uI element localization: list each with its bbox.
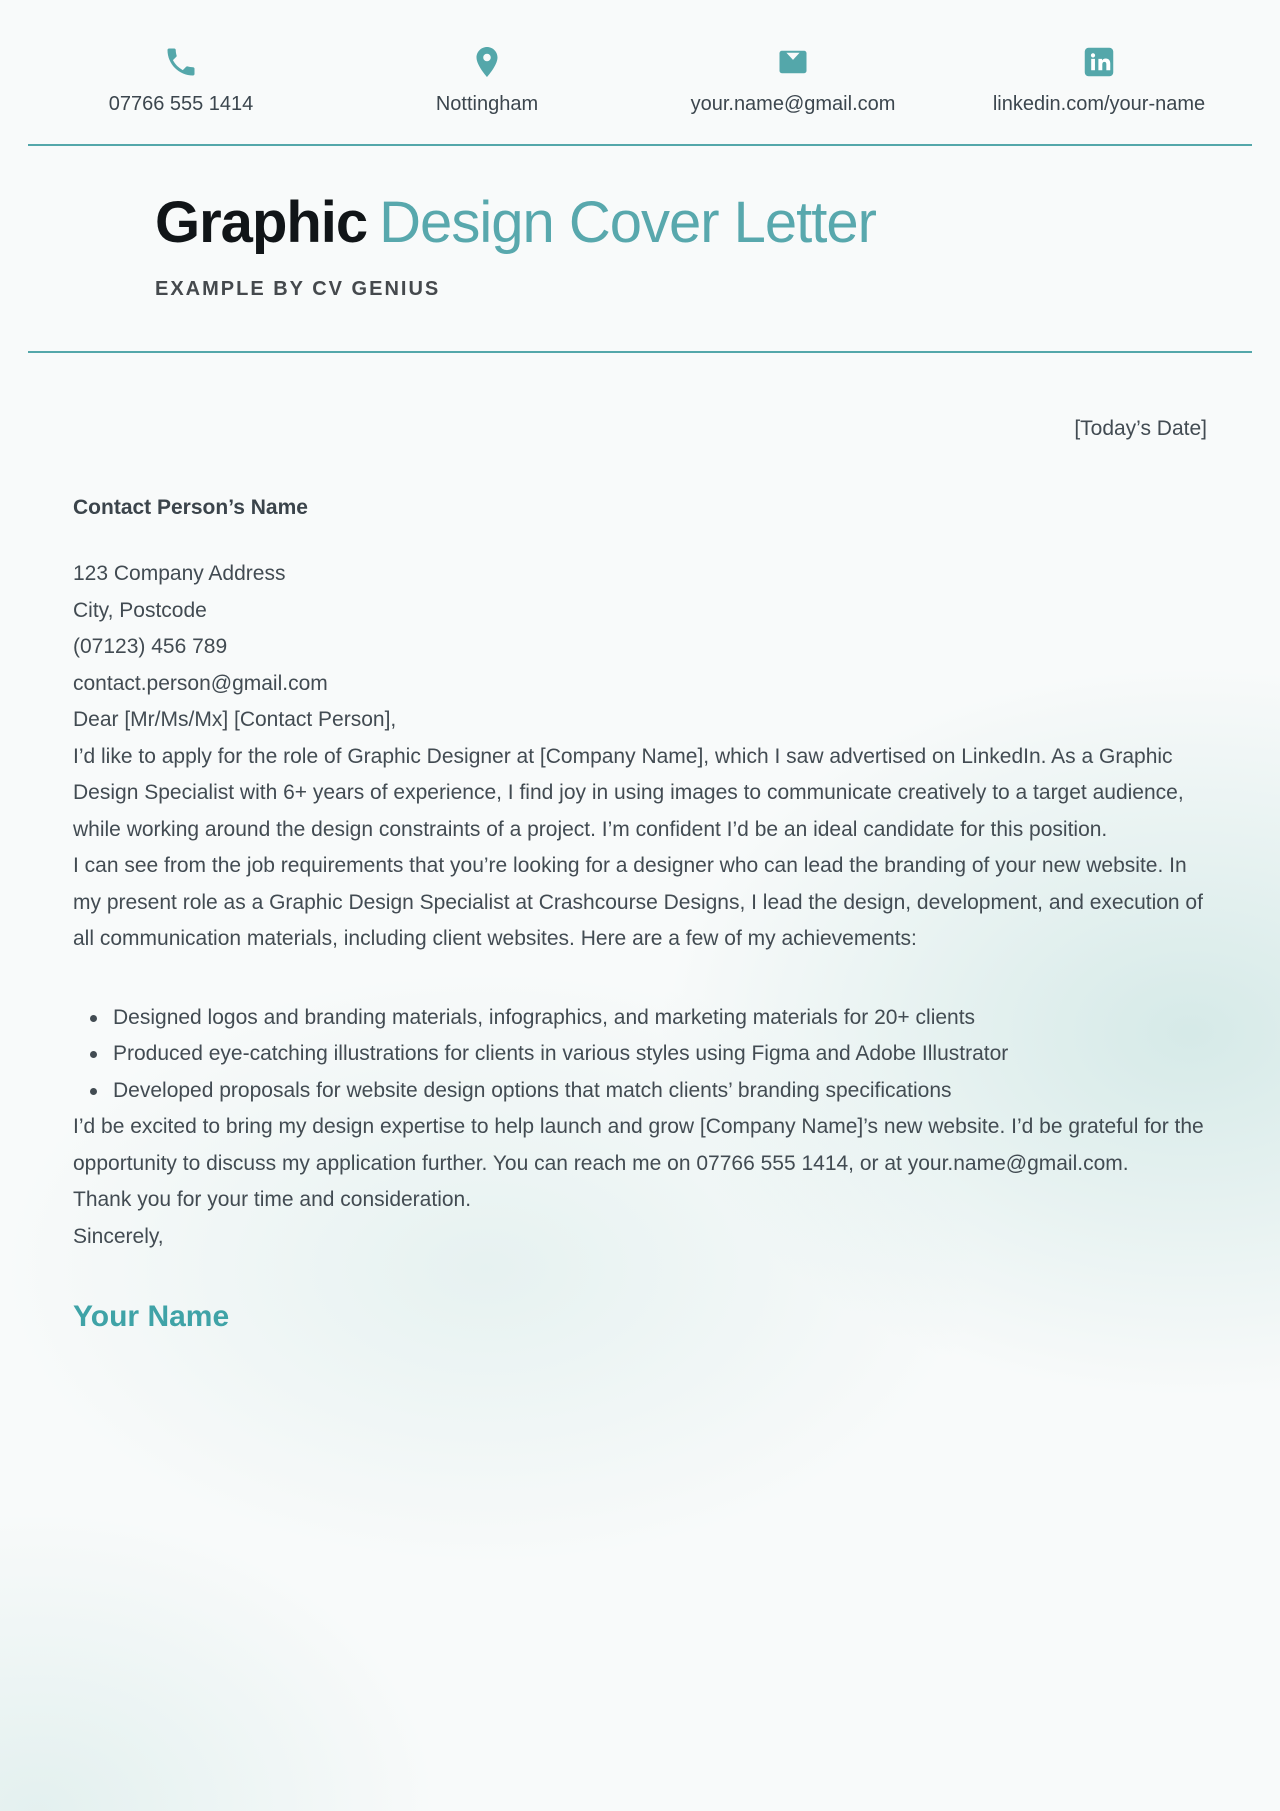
salutation: Dear [Mr/Ms/Mx] [Contact Person], <box>73 708 397 731</box>
top-divider <box>28 144 1252 146</box>
address-line: 123 Company Address <box>73 562 286 585</box>
title-block <box>155 190 1280 301</box>
title-rest: Design Cover Letter <box>379 190 876 255</box>
contact-item-email <box>640 44 946 116</box>
recipient-address <box>73 556 1207 702</box>
title-word-graphic: Graphic <box>155 190 368 255</box>
paragraph-experience: I can see from the job requirements that you’re looking for a designer who can lead the branding of your new website. In my present role as a Graphic Design Specialist at Crashcourse Designs, I lead the design, development, and execution of all communication materials, including client websites. Here are a few of my achievements: <box>73 854 1203 950</box>
signature-name: Your Name <box>73 1300 230 1333</box>
email-icon <box>775 44 811 80</box>
achievement-item: Developed proposals for website design options that match clients’ branding specifications <box>73 1073 1207 1110</box>
phone-number: 07766 555 1414 <box>108 93 254 115</box>
recipient-name: Contact Person’s Name <box>73 495 308 519</box>
subtitle: EXAMPLE BY CV GENIUS <box>155 278 441 300</box>
letter-date: [Today’s Date] <box>1074 417 1207 440</box>
phone-icon <box>163 44 199 80</box>
location-icon <box>469 44 505 80</box>
page-title <box>155 190 1280 255</box>
contact-item-location <box>334 44 640 116</box>
location-text: Nottingham <box>435 93 539 115</box>
contact-item-linkedin <box>946 44 1252 116</box>
paragraph-intro: I’d like to apply for the role of Graphic Designer at [Company Name], which I saw advertised on LinkedIn. As a Graphic Design Specialist with 6+ years of experience, I find joy in using images to communicate creatively to a target audience, while working around the design constraints of a project. I’m confident I’d be an ideal candidate for this position. <box>73 744 1184 841</box>
address-line: City, Postcode <box>73 598 207 622</box>
contact-bar <box>0 0 1280 116</box>
signoff-line: Sincerely, <box>73 1224 164 1248</box>
address-line: contact.person@gmail.com <box>73 671 328 695</box>
paragraph-closing: I’d be excited to bring my design expertise to help launch and grow [Company Name]’s new website. I’d be grateful for the opportunity to discuss my application further. You can reach me on 07766 555 1414, or at your.name@gmail.com. <box>73 1115 1204 1175</box>
contact-item-phone <box>28 44 334 116</box>
address-line: (07123) 456 789 <box>73 635 228 658</box>
thanks-line: Thank you for your time and consideration. <box>73 1188 472 1211</box>
linkedin-icon <box>1081 44 1117 80</box>
achievement-item: Produced eye-catching illustrations for clients in various styles using Figma and Adobe Illustrator <box>73 1036 1207 1073</box>
title-divider <box>28 351 1252 353</box>
achievements-list <box>73 1000 1207 1110</box>
letter-body <box>0 411 1280 1336</box>
linkedin-text: linkedin.com/your-name <box>992 93 1206 115</box>
email-text: your.name@gmail.com <box>690 93 896 115</box>
achievement-item: Designed logos and branding materials, infographics, and marketing materials for 20+ clients <box>73 1000 1207 1037</box>
